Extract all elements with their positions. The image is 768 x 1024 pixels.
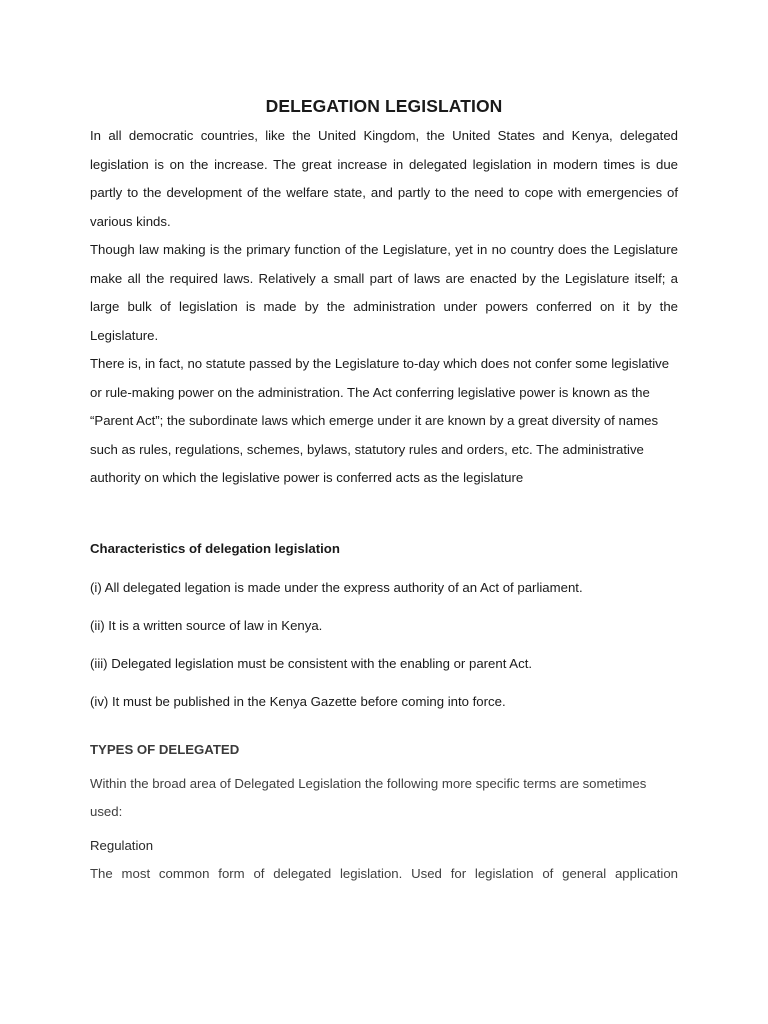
types-intro: Within the broad area of Delegated Legislation the following more specific terms are sometimes used: — [90, 775, 647, 819]
document-title: DELEGATION LEGISLATION — [265, 96, 503, 116]
types-heading: TYPES OF DELEGATED — [90, 741, 240, 757]
intro-paragraph-2: Though law making is the primary function of the Legislature, yet in no country does the Legislature make all the required laws. Relatively a small part of laws are enacted by the Legislature itself; a large bulk of legislation is made by the administration under powers conferred on it by the Legislature. — [90, 242, 678, 343]
characteristics-heading: Characteristics of delegation legislation — [90, 540, 340, 556]
characteristic-item-2: (ii) It is a written source of law in Kenya. — [90, 617, 323, 633]
characteristic-item-3: (iii) Delegated legislation must be consistent with the enabling or parent Act. — [90, 655, 533, 671]
regulation-text: The most common form of delegated legislation. Used for legislation of general application — [90, 865, 678, 881]
characteristic-item-1: (i) All delegated legation is made under the express authority of an Act of parliament. — [90, 579, 583, 595]
intro-paragraph-1: In all democratic countries, like the United Kingdom, the United States and Kenya, delegated legislation is on the increase. The great increase in delegated legislation in modern times is due partly to the development of the welfare state, and partly to the need to cope with emergencies of various kinds. — [90, 128, 678, 229]
characteristic-item-4: (iv) It must be published in the Kenya Gazette before coming into force. — [90, 693, 506, 709]
intro-paragraph-3: There is, in fact, no statute passed by the Legislature to-day which does not confer some legislative or rule-making power on the administration. The Act conferring legislative power is known as the “Parent Act”; the subordinate laws which emerge under it are known by a great diversity of names such as rules, regulations, schemes, bylaws, statutory rules and orders, etc. The administrative authority on which the legislative power is conferred acts as the legislature — [90, 356, 670, 485]
regulation-heading: Regulation — [90, 837, 154, 853]
document-body — [90, 92, 678, 888]
